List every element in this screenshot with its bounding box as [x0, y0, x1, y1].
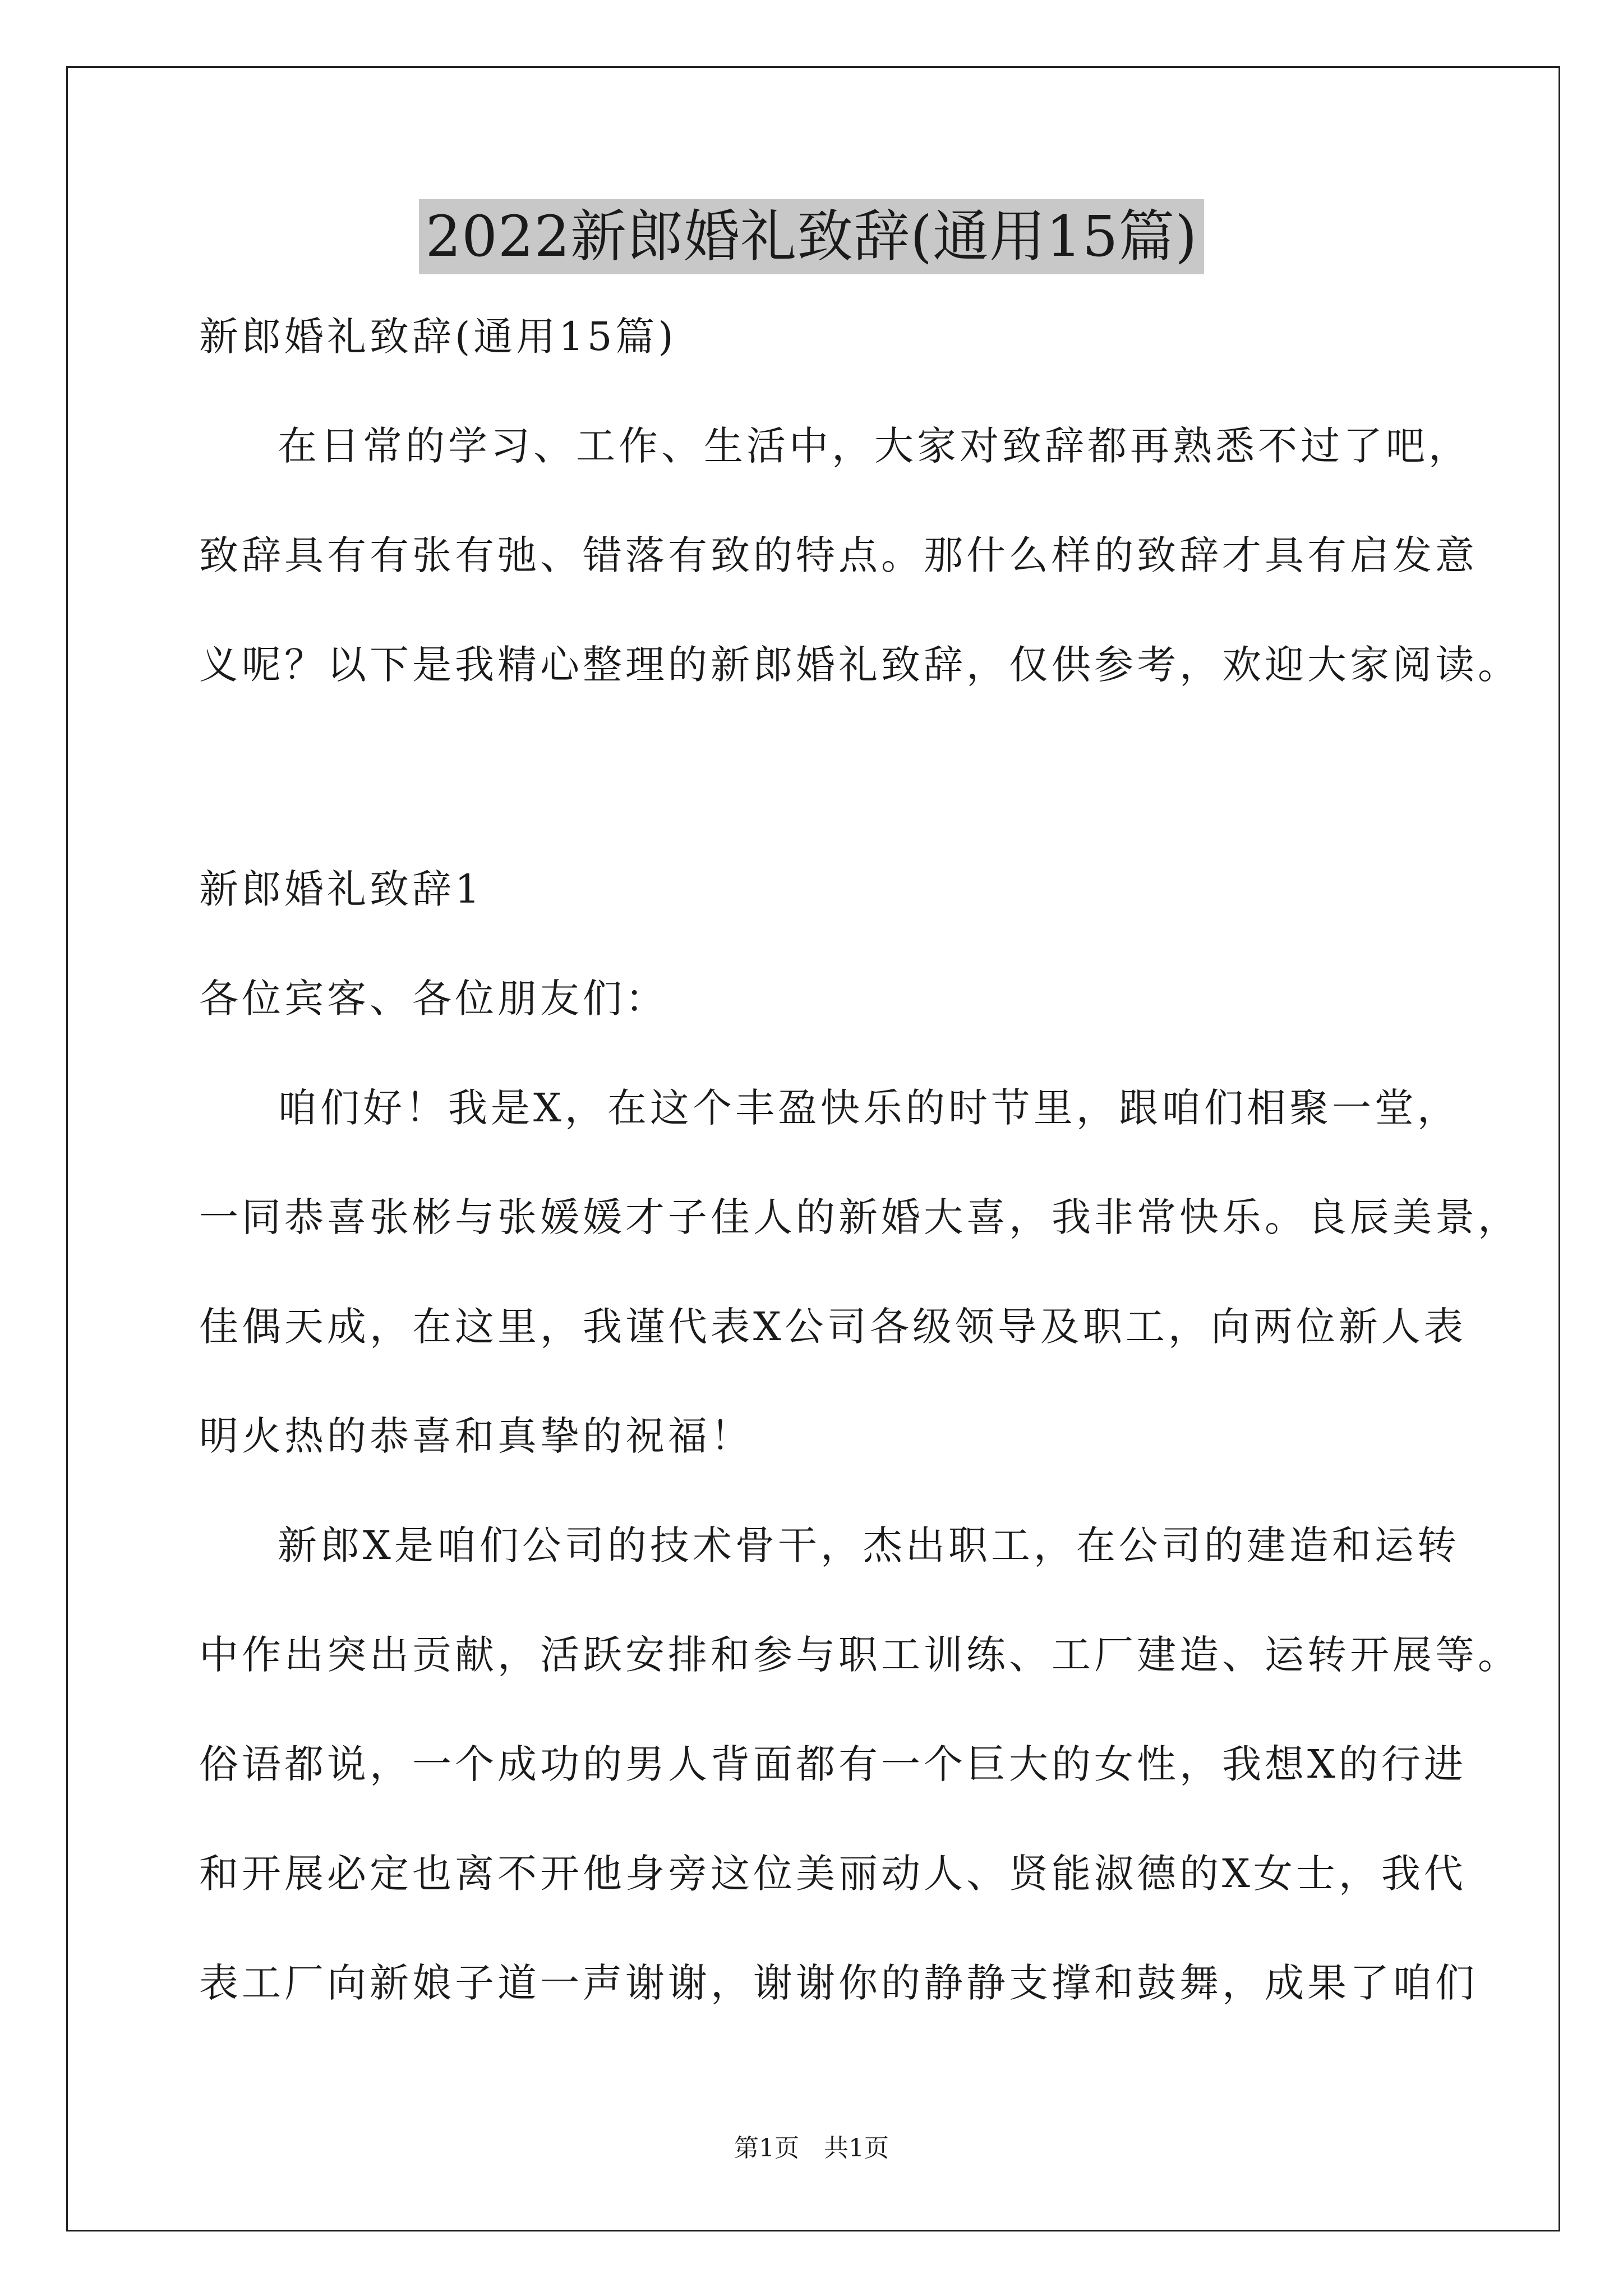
intro-line: 在日常的学习、工作、生活中，大家对致辞都再熟悉不过了吧， — [278, 423, 1471, 469]
paragraph-line: 和开展必定也离不开他身旁这位美丽动人、贤能淑德的X女士，我代 — [199, 1851, 1467, 1897]
page-border — [66, 66, 1560, 2231]
page-number: 第1页 共1页 — [734, 2134, 889, 2162]
paragraph-line: 一同恭喜张彬与张媛媛才子佳人的新婚大喜，我非常快乐。良辰美景， — [199, 1194, 1520, 1240]
paragraph-line: 明火热的恭喜和真挚的祝福！ — [199, 1413, 753, 1459]
title-container — [0, 199, 1623, 274]
paragraph-line: 中作出突出贡献，活跃安排和参与职工训练、工厂建造、运转开展等。 — [199, 1632, 1520, 1678]
paragraph-line: 佳偶天成，在这里，我谨代表X公司各级领导及职工，向两位新人表 — [199, 1304, 1467, 1350]
paragraph-line: 新郎X是咱们公司的技术骨干，杰出职工，在公司的建造和运转 — [278, 1522, 1460, 1568]
intro-line: 致辞具有有张有弛、错落有致的特点。那什么样的致辞才具有启发意 — [199, 532, 1478, 578]
intro-line: 义呢？以下是我精心整理的新郎婚礼致辞，仅供参考，欢迎大家阅读。 — [199, 642, 1520, 688]
document-subtitle: 新郎婚礼致辞(通用15篇) — [199, 314, 677, 360]
document-title: 2022新郎婚礼致辞(通用15篇) — [419, 199, 1205, 274]
paragraph-line: 俗语都说，一个成功的男人背面都有一个巨大的女性，我想X的行进 — [199, 1741, 1467, 1787]
paragraph-line: 咱们好！我是X，在这个丰盈快乐的时节里，跟咱们相聚一堂， — [278, 1085, 1460, 1131]
section-heading: 新郎婚礼致辞1 — [199, 866, 483, 912]
paragraph-line: 表工厂向新娘子道一声谢谢，谢谢你的静静支撑和鼓舞，成果了咱们 — [199, 1960, 1478, 2006]
greeting: 各位宾客、各位朋友们： — [199, 976, 668, 1022]
